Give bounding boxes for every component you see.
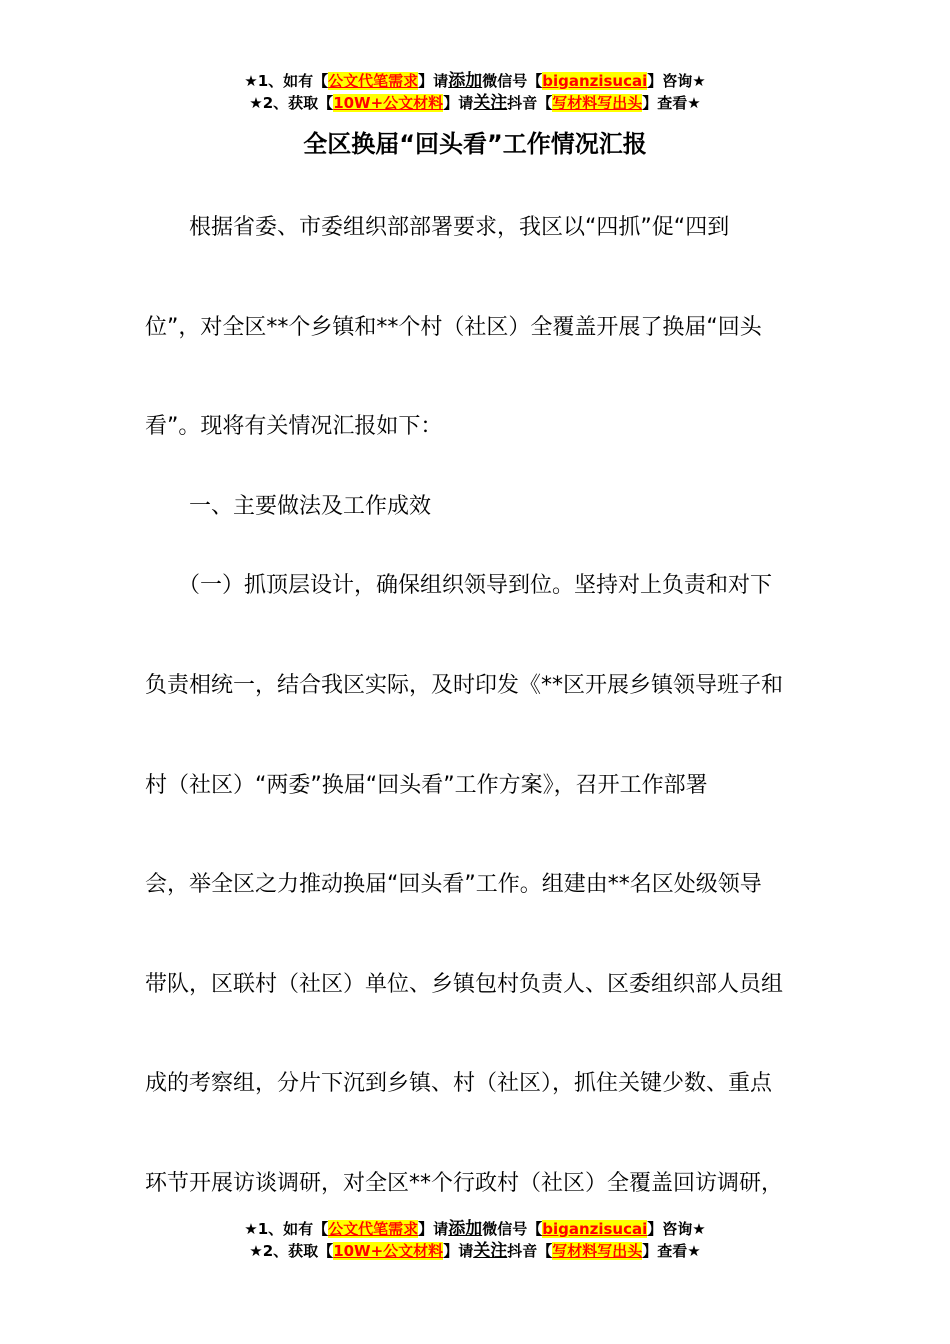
section-heading: 一、主要做法及工作成效	[189, 494, 432, 519]
highlight-wechat-id: biganzisucai	[542, 1220, 648, 1238]
body-line: （一）抓顶层设计，确保组织领导到位。坚持对上负责和对下	[178, 573, 773, 598]
body-line: 负责相统一，结合我区实际，及时印发《**区开展乡镇领导班子和	[145, 673, 784, 698]
body-line: 会，举全区之力推动换届“回头看”工作。组建由**名区处级领导	[145, 872, 762, 897]
highlight-service: 公文代笔需求	[328, 72, 419, 90]
body-line: 环节开展访谈调研，对全区**个行政村（社区）全覆盖回访调研，	[145, 1171, 784, 1196]
emphasis-add: 添加	[448, 71, 483, 91]
promo-line-1: ★1、如有【公文代笔需求】请添加微信号【biganzisucai】咨询★	[244, 71, 706, 91]
body-line: 村（社区）“两委”换届“回头看”工作方案》，召开工作部署	[145, 773, 708, 798]
promo-banner-bottom	[0, 1218, 950, 1262]
emphasis-add: 添加	[448, 1219, 483, 1239]
promo-line-2: ★2、获取【10W+公文材料】请关注抖音【写材料写出头】查看★	[249, 1241, 701, 1261]
highlight-douyin-account: 写材料写出头	[552, 94, 643, 112]
highlight-service: 公文代笔需求	[328, 1220, 419, 1238]
emphasis-follow: 关注	[473, 1241, 508, 1261]
body-line: 带队，区联村（社区）单位、乡镇包村负责人、区委组织部人员组	[145, 972, 784, 997]
body-line: 根据省委、市委组织部部署要求，我区以“四抓”促“四到	[189, 215, 730, 240]
promo-line-1: ★1、如有【公文代笔需求】请添加微信号【biganzisucai】咨询★	[244, 1219, 706, 1239]
promo-line-2: ★2、获取【10W+公文材料】请关注抖音【写材料写出头】查看★	[249, 93, 701, 113]
document-title: 全区换届“回头看”工作情况汇报	[303, 130, 647, 158]
highlight-materials: 10W+公文材料	[333, 1242, 444, 1260]
highlight-wechat-id: biganzisucai	[542, 72, 648, 90]
body-line: 看”。现将有关情况汇报如下：	[145, 414, 443, 439]
body-line: 成的考察组，分片下沉到乡镇、村（社区），抓住关键少数、重点	[145, 1071, 773, 1096]
promo-banner-top	[0, 70, 950, 114]
highlight-materials: 10W+公文材料	[333, 94, 444, 112]
emphasis-follow: 关注	[473, 93, 508, 113]
highlight-douyin-account: 写材料写出头	[552, 1242, 643, 1260]
body-line: 位”，对全区**个乡镇和**个村（社区）全覆盖开展了换届“回头	[145, 315, 762, 340]
